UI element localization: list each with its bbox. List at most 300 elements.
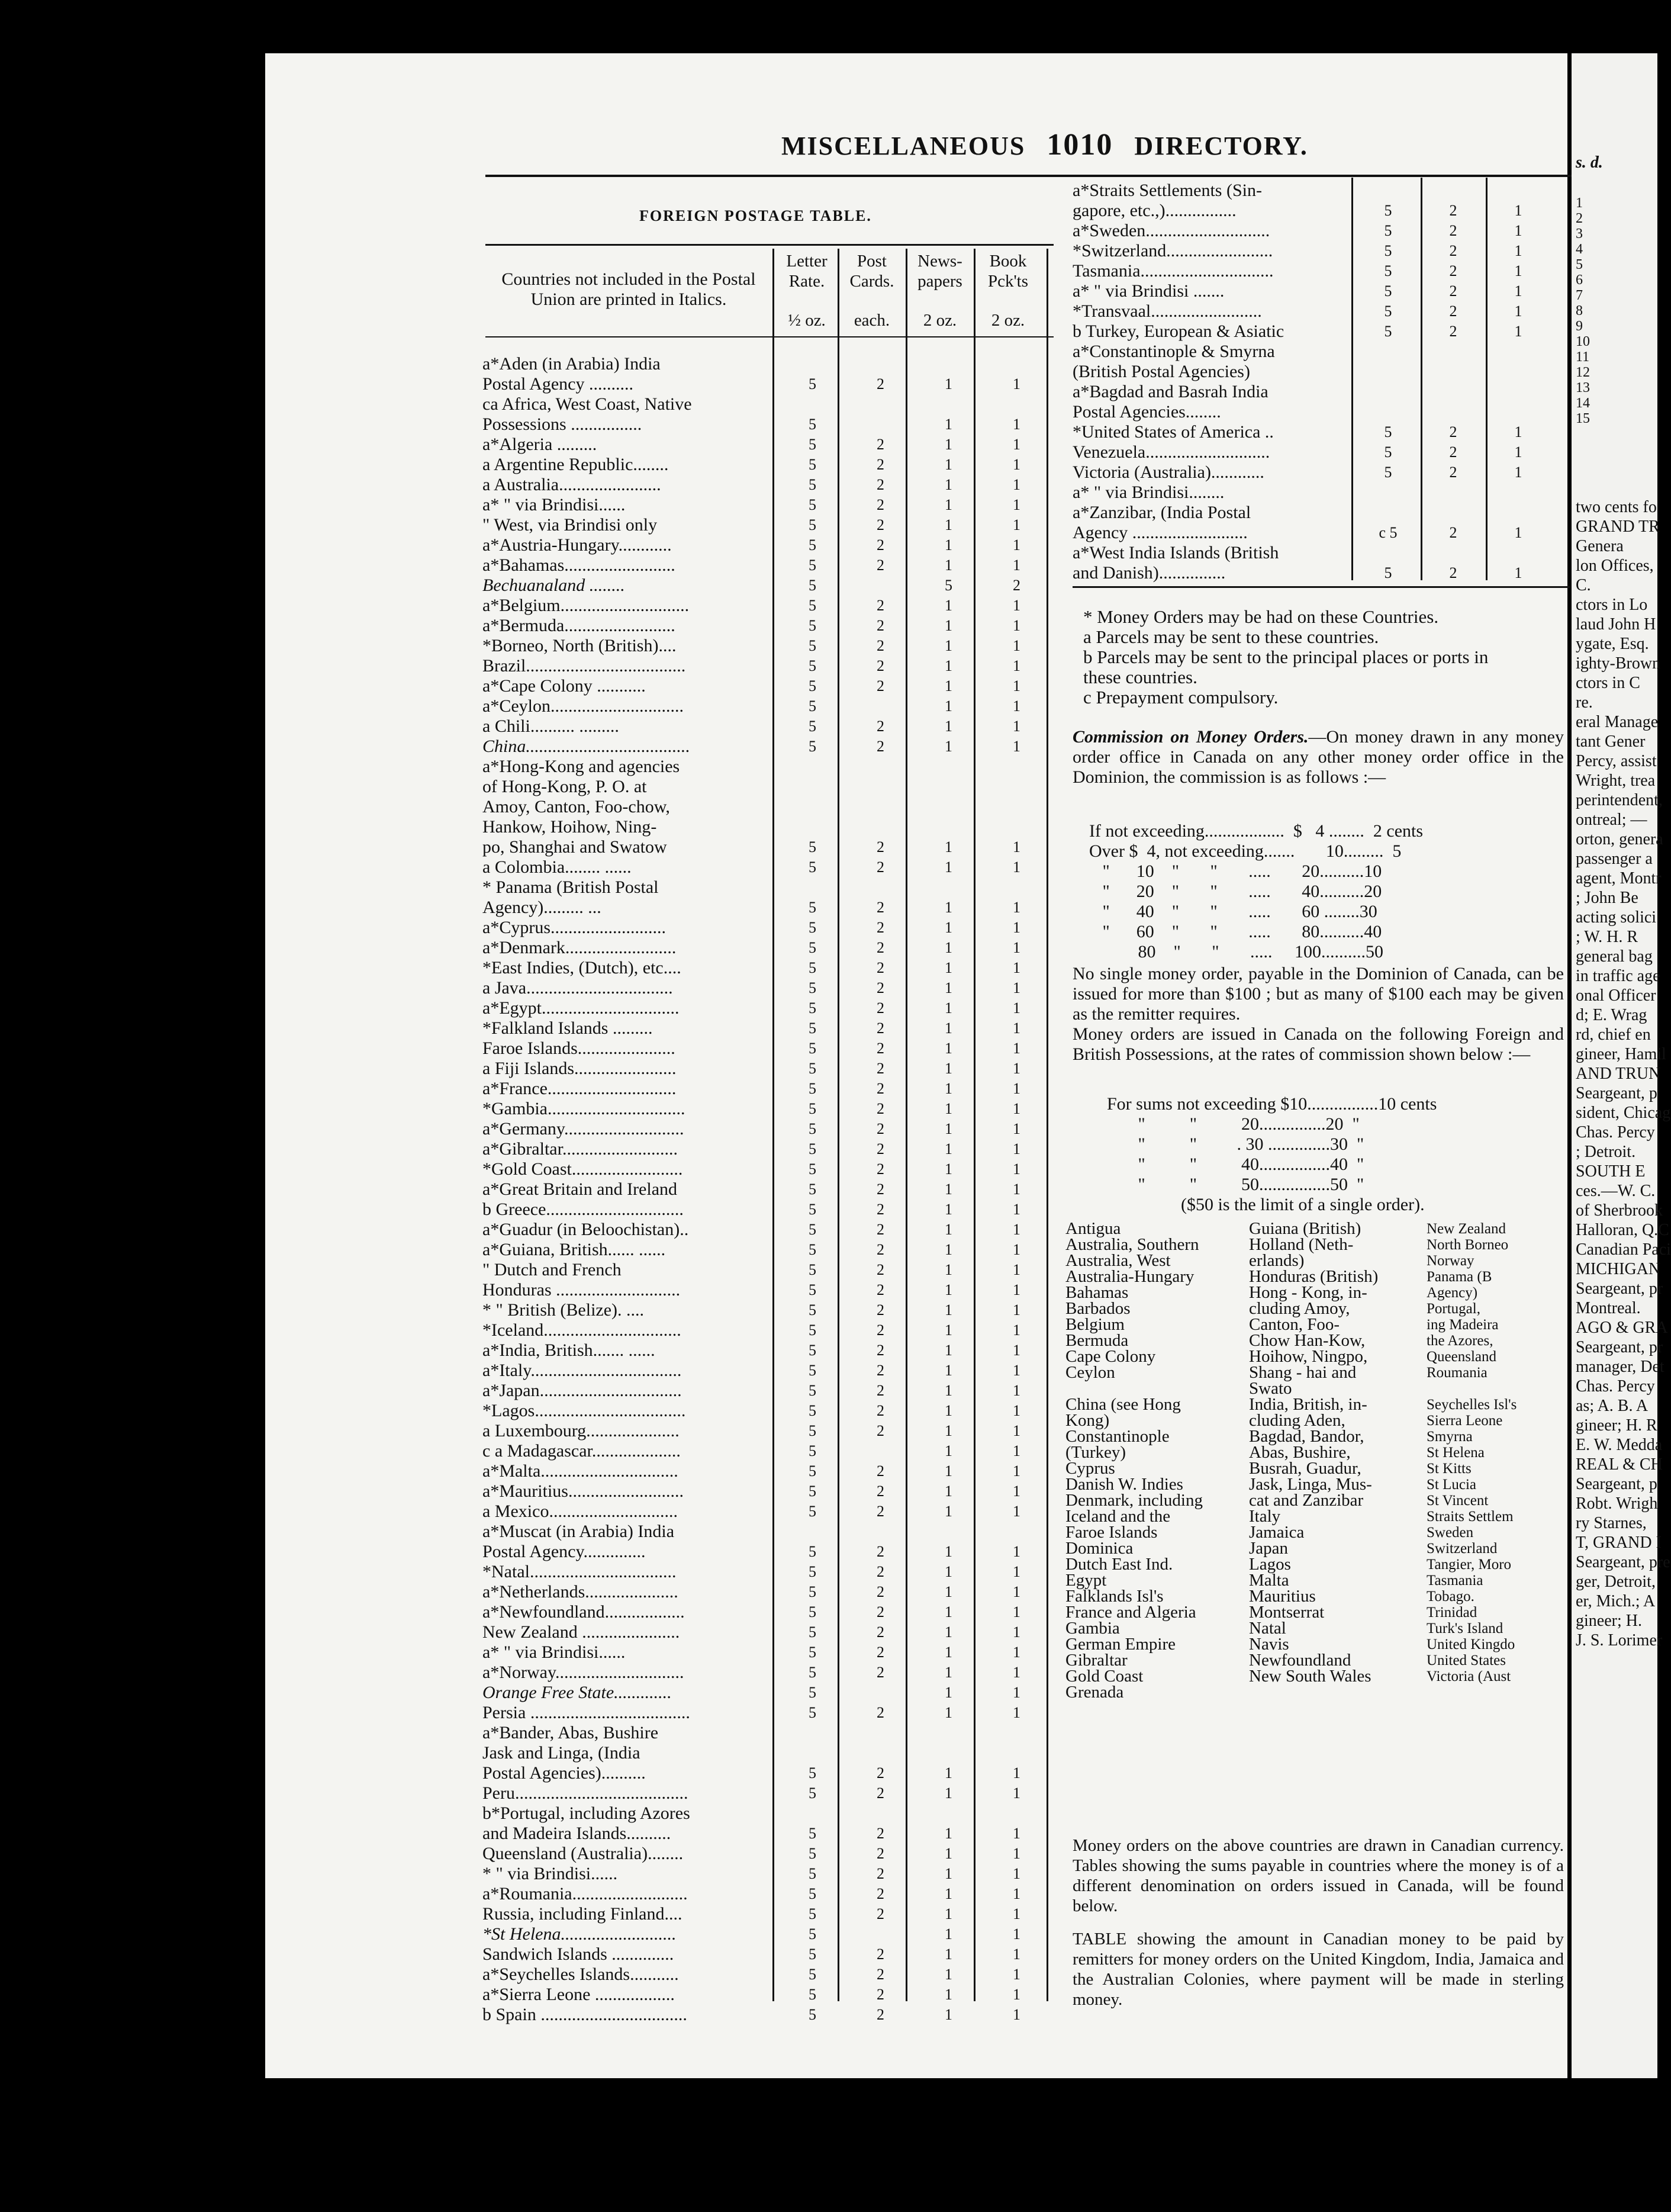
- table-row-values: [778, 1582, 1051, 1602]
- country-name: France and Algeria: [1065, 1603, 1196, 1622]
- rate-cell: 5: [809, 999, 816, 1017]
- table-row-label: Postal Agencies........: [1073, 402, 1221, 422]
- rate-line: " 40 " " ..... 60 ........30: [1089, 902, 1377, 921]
- edge-line: ighty-Brown: [1576, 654, 1661, 673]
- rate-cell: 2: [877, 1080, 884, 1097]
- rate-cell: 2: [877, 859, 884, 876]
- rate-cell: 5: [809, 536, 816, 554]
- table-row-values: [778, 374, 1051, 394]
- edge-line: REAL & CH: [1576, 1455, 1663, 1474]
- table-row-label: a*Belgium.............................: [482, 596, 690, 615]
- rate-cell: 1: [1013, 1704, 1020, 1721]
- rate-cell: [983, 877, 1051, 898]
- countries-col-3: [1427, 1221, 1517, 1700]
- rate-cell: 2: [877, 1563, 884, 1580]
- rate-cell: 5: [809, 1603, 816, 1621]
- rate-cell: 1: [1013, 617, 1020, 634]
- table-row-label: a*Gibraltar..........................: [482, 1139, 678, 1159]
- country-name: Constantinople: [1065, 1427, 1170, 1446]
- edge-line: Chas. Percy: [1576, 1123, 1655, 1142]
- edge-number: 7: [1576, 288, 1583, 303]
- table-row-values: [778, 1884, 1051, 1904]
- rate-cell: 5: [809, 1221, 816, 1238]
- rate-cell: 1: [945, 657, 952, 674]
- rate-cell: 1: [945, 496, 952, 513]
- table-row-values: [778, 757, 1051, 777]
- country-name: North Borneo: [1427, 1237, 1509, 1253]
- rate-cell: 1: [1013, 1925, 1020, 1943]
- rate-cell: 1: [1013, 979, 1020, 996]
- rate-cell: [1486, 362, 1551, 382]
- rate-cell: [1421, 382, 1486, 402]
- rate-cell: 1: [1013, 1060, 1020, 1077]
- rate-cell: 5: [1384, 303, 1392, 320]
- column-header-sub: Rate.: [788, 272, 825, 291]
- rate-cell: 1: [1013, 1503, 1020, 1520]
- table-row-label: a*Germany...........................: [482, 1119, 684, 1139]
- table-row-values: [1356, 503, 1557, 523]
- rate-cell: [778, 797, 846, 817]
- header-left: MISCELLANEOUS: [781, 131, 1026, 160]
- edge-line: of Sherbrook: [1576, 1201, 1663, 1220]
- table-row-values: [1356, 321, 1557, 342]
- right-rate-values: [1356, 181, 1557, 583]
- table-row-label: *Gambia...............................: [482, 1099, 685, 1118]
- rate-cell: [983, 1522, 1051, 1542]
- table-row-values: [778, 1803, 1051, 1824]
- rate-cell: 1: [1013, 657, 1020, 674]
- table-row-values: [778, 515, 1051, 535]
- footnote-line: b Parcels may be sent to the principal places or ports in: [1083, 647, 1489, 667]
- country-name: Jamaica: [1249, 1523, 1305, 1542]
- country-name: Busrah, Guadur,: [1249, 1459, 1361, 1478]
- rate-cell: [778, 817, 846, 837]
- rate-cell: 5: [809, 1181, 816, 1198]
- rate-cell: 1: [1514, 323, 1522, 340]
- table-row-values: [778, 414, 1051, 435]
- rate-cell: 5: [809, 1785, 816, 1802]
- edge-line: manager, Det: [1576, 1358, 1664, 1376]
- table-row-values: [1356, 281, 1557, 301]
- rate-line: " " 40................40 ": [1107, 1155, 1364, 1174]
- rate-cell: 2: [877, 959, 884, 976]
- edge-line: onal Officer: [1576, 986, 1656, 1005]
- table-row-label: a*Bagdad and Basrah India: [1073, 382, 1268, 401]
- rate-cell: 5: [809, 1966, 816, 1983]
- table-row-values: [1356, 201, 1557, 221]
- table-row-values: [1356, 362, 1557, 382]
- table-row-values: [778, 1119, 1051, 1139]
- rate-cell: [1421, 503, 1486, 523]
- edge-number: 4: [1576, 242, 1583, 257]
- table-row-label: a*Denmark.........................: [482, 938, 677, 957]
- edge-line: Seargeant, pre: [1576, 1553, 1670, 1571]
- rate-cell: 2: [877, 1201, 884, 1218]
- rate-cell: [846, 757, 915, 777]
- table-row-label: Queensland (Australia)........: [482, 1844, 684, 1863]
- table-row-label: a*Constantinople & Smyrna: [1073, 342, 1275, 361]
- column-unit: 2 oz.: [991, 311, 1025, 330]
- rate-cell: [778, 1803, 846, 1824]
- rate-cell: 5: [809, 1100, 816, 1117]
- rate-cell: [846, 1683, 915, 1703]
- country-name: St Lucia: [1427, 1477, 1477, 1493]
- edge-line: as; A. B. A: [1576, 1397, 1649, 1415]
- table-row-label: Jask and Linga, (India: [482, 1743, 640, 1763]
- rate-cell: 1: [1013, 536, 1020, 554]
- rate-cell: 5: [945, 577, 952, 594]
- table-row-values: [778, 898, 1051, 918]
- country-name: Norway: [1427, 1253, 1474, 1269]
- rate-cell: 5: [809, 1946, 816, 1963]
- rate-cell: 1: [945, 1825, 952, 1842]
- column-unit: each.: [854, 311, 890, 330]
- table-row-label: China.....................................: [482, 737, 690, 756]
- rate-cell: 1: [945, 1120, 952, 1137]
- edge-line: passenger a: [1576, 850, 1653, 868]
- table-row-values: [778, 938, 1051, 958]
- country-name: Italy: [1249, 1507, 1281, 1526]
- rate-cell: [915, 1522, 983, 1542]
- rate-values: [778, 354, 1051, 2025]
- edge-number: 8: [1576, 303, 1583, 319]
- rate-cell: [1356, 402, 1421, 422]
- country-name: Sweden: [1427, 1525, 1474, 1541]
- table-row-values: [778, 1965, 1051, 1985]
- rate-cell: 1: [945, 919, 952, 936]
- table-row-values: [778, 1783, 1051, 1803]
- table-row-values: [1356, 442, 1557, 462]
- rate-cell: 1: [945, 1402, 952, 1419]
- rate-cell: 5: [809, 416, 816, 433]
- footnotes: [1083, 607, 1488, 708]
- table-row-values: [778, 777, 1051, 797]
- table-row-label: Postal Agency ..........: [482, 374, 633, 394]
- rate-cell: 2: [877, 1020, 884, 1037]
- rate-cell: 1: [1013, 597, 1020, 614]
- table-row-values: [1356, 563, 1557, 583]
- rate-cell: 2: [877, 1261, 884, 1278]
- rate-cell: [778, 757, 846, 777]
- rate-cell: 2: [1449, 423, 1457, 441]
- rate-cell: 5: [1384, 262, 1392, 279]
- rate-cell: 1: [1514, 303, 1522, 320]
- rate-cell: [1356, 362, 1421, 382]
- table-row-values: [778, 636, 1051, 656]
- rate-cell: 2: [1449, 524, 1457, 541]
- rate-cell: 1: [945, 1342, 952, 1359]
- table-row-label: Agency ..........................: [1073, 523, 1248, 542]
- table-row-label: Amoy, Canton, Foo-chow,: [482, 797, 670, 816]
- edge-line: C.: [1576, 576, 1591, 594]
- rate-cell: 2: [1449, 323, 1457, 340]
- edge-line: ry Starnes,: [1576, 1514, 1647, 1532]
- rate-cell: 2: [877, 677, 884, 695]
- table-row-values: [778, 1763, 1051, 1783]
- table-row-label: a Colombia........ ......: [482, 857, 632, 877]
- country-name: St Kitts: [1427, 1461, 1472, 1477]
- table-row-label: a* " via Brindisi........: [1073, 483, 1225, 502]
- table-row-label: a*India, British....... ......: [482, 1340, 655, 1360]
- edge-line: ctors in C: [1576, 674, 1640, 692]
- country-name: [1427, 1684, 1517, 1700]
- rate-cell: 2: [877, 476, 884, 493]
- country-name: Australia, West: [1065, 1251, 1171, 1270]
- edge-line: GRAND TR: [1576, 517, 1660, 536]
- table-row-label: a Luxembourg.....................: [482, 1421, 680, 1441]
- rate-cell: 1: [945, 1603, 952, 1621]
- table-row-label: Russia, including Finland....: [482, 1904, 682, 1924]
- table-row-values: [1356, 342, 1557, 362]
- rate-cell: 5: [809, 476, 816, 493]
- rate-cell: 1: [945, 1160, 952, 1178]
- rate-cell: 2: [877, 496, 884, 513]
- edge-line: ; John Be: [1576, 889, 1638, 907]
- table-row-values: [778, 1502, 1051, 1522]
- rate-cell: 1: [945, 1422, 952, 1439]
- rate-cell: 2: [877, 1845, 884, 1862]
- table-row-values: [778, 535, 1051, 555]
- edge-line: Wright, trea: [1576, 771, 1656, 790]
- column-unit: ½ oz.: [788, 311, 826, 330]
- rate-cell: 2: [877, 1966, 884, 1983]
- rate-cell: 5: [809, 1483, 816, 1500]
- rate-cell: [846, 1522, 915, 1542]
- rate-cell: 5: [809, 979, 816, 996]
- rate-cell: 1: [945, 939, 952, 956]
- rate-cell: 2: [877, 1543, 884, 1560]
- table-row-values: [778, 1320, 1051, 1340]
- table-row-label: a*West India Islands (British: [1073, 543, 1279, 562]
- country-name: St Helena: [1427, 1445, 1485, 1461]
- edge-number: 12: [1576, 365, 1590, 380]
- country-name: United States: [1427, 1652, 1506, 1668]
- rate-cell: [778, 1522, 846, 1542]
- table-row-values: [778, 1079, 1051, 1099]
- country-name: Malta: [1249, 1571, 1289, 1590]
- table-row-values: [1356, 181, 1557, 201]
- table-row-label: *Natal.................................: [482, 1562, 677, 1581]
- rate-cell: 5: [809, 677, 816, 695]
- country-name: cluding Aden,: [1249, 1411, 1345, 1430]
- table-row-label: a*Sweden............................: [1073, 221, 1270, 240]
- header-right: DIRECTORY.: [1134, 131, 1308, 160]
- country-name: Lagos: [1249, 1555, 1291, 1574]
- table-row-label: a*Bander, Abas, Bushire: [482, 1723, 659, 1742]
- table-row-values: [1356, 422, 1557, 442]
- rate-cell: 1: [1013, 1603, 1020, 1621]
- rate-cell: 5: [809, 657, 816, 674]
- rate-cell: [846, 1924, 915, 1944]
- rate-cell: 1: [945, 1060, 952, 1077]
- rate-cell: 5: [809, 1986, 816, 2003]
- rate-cell: 2: [877, 1986, 884, 2003]
- country-name: Danish W. Indies: [1065, 1475, 1183, 1494]
- country-name: Cyprus: [1065, 1459, 1115, 1478]
- rate-cell: 5: [809, 1905, 816, 1922]
- edge-line: eral Manage: [1576, 713, 1659, 731]
- country-name: Navis: [1249, 1635, 1289, 1654]
- country-name: Tangier, Moro: [1427, 1557, 1512, 1573]
- edge-line: Seargeant, p: [1576, 1475, 1657, 1493]
- rate-cell: [778, 354, 846, 374]
- country-name: Bermuda: [1065, 1331, 1129, 1350]
- edge-number: 5: [1576, 257, 1583, 272]
- edge-number: 2: [1576, 211, 1583, 226]
- table-row-label: *United States of America ..: [1073, 422, 1274, 442]
- table-row-values: [1356, 301, 1557, 321]
- rate-cell: 2: [877, 1785, 884, 1802]
- rate-cell: 1: [945, 1785, 952, 1802]
- rate-cell: 5: [809, 375, 816, 393]
- edge-line: ctors in Lo: [1576, 596, 1648, 614]
- rate-cell: 2: [1449, 303, 1457, 320]
- rate-cell: 1: [1514, 222, 1522, 239]
- edge-line: AND TRUN: [1576, 1065, 1661, 1083]
- edge-line: ontreal; —: [1576, 811, 1647, 829]
- rate-cell: 1: [1013, 697, 1020, 715]
- table-row-values: [778, 1401, 1051, 1421]
- rate-cell: 1: [1013, 1241, 1020, 1258]
- rate-cell: 5: [1384, 443, 1392, 461]
- rate-cell: 2: [1013, 577, 1020, 594]
- rate-cell: 1: [1013, 1946, 1020, 1963]
- rate-cell: 2: [877, 1322, 884, 1339]
- rate-cell: 2: [877, 1362, 884, 1379]
- edge-line: J. S. Lorimer: [1576, 1631, 1663, 1650]
- country-name: Guiana (British): [1249, 1219, 1361, 1238]
- table-row-values: [778, 656, 1051, 676]
- rate-cell: 1: [945, 1644, 952, 1661]
- rate-cell: 2: [877, 557, 884, 574]
- table-row-values: [778, 475, 1051, 495]
- rate-cell: 2: [877, 1764, 884, 1782]
- rate-cell: 1: [945, 617, 952, 634]
- rate-cell: 1: [945, 1201, 952, 1218]
- rate-cell: 1: [1013, 1966, 1020, 1983]
- rate-cell: 1: [1514, 464, 1522, 481]
- table-top-rule: [485, 244, 1054, 246]
- rate-cell: 2: [877, 1140, 884, 1158]
- country-name: Ceylon: [1065, 1363, 1115, 1382]
- rate-cell: 1: [945, 1966, 952, 1983]
- table-row-label: * Panama (British Postal: [482, 877, 659, 897]
- rate-cell: 5: [1384, 323, 1392, 340]
- rate-cell: [915, 1723, 983, 1743]
- rate-cell: [915, 1743, 983, 1763]
- table-row-values: [778, 978, 1051, 998]
- rate-cell: [1421, 543, 1486, 563]
- rate-cell: [983, 1723, 1051, 1743]
- country-name: Falklands Isl's: [1065, 1587, 1164, 1606]
- rate-line: " 10 " " ..... 20..........10: [1089, 861, 1382, 881]
- country-name: China (see Hong: [1065, 1395, 1181, 1414]
- rate-cell: 2: [877, 1060, 884, 1077]
- rate-cell: 2: [877, 979, 884, 996]
- rate-cell: 2: [877, 999, 884, 1017]
- rate-cell: 5: [809, 1120, 816, 1137]
- rate-cell: [778, 394, 846, 414]
- table-row-values: [778, 737, 1051, 757]
- rate-cell: 1: [1013, 1845, 1020, 1862]
- country-name: Dominica: [1065, 1539, 1134, 1558]
- table-row-label: a*Cyprus..........................: [482, 918, 666, 937]
- rate-cell: 1: [1013, 1040, 1020, 1057]
- country-name: Grenada: [1065, 1683, 1124, 1702]
- rate-cell: 1: [945, 1442, 952, 1459]
- rate-cell: 2: [877, 919, 884, 936]
- edge-number: 14: [1576, 396, 1590, 411]
- table-title: FOREIGN POSTAGE TABLE.: [639, 207, 872, 224]
- country-name: Antigua: [1065, 1219, 1121, 1238]
- rate-cell: 1: [1013, 1362, 1020, 1379]
- rate-cell: 5: [809, 697, 816, 715]
- edge-line: in traffic age: [1576, 967, 1660, 985]
- rate-cell: 1: [1013, 919, 1020, 936]
- rate-cell: 1: [945, 516, 952, 533]
- rate-cell: 1: [1514, 524, 1522, 541]
- country-name: Honduras (British): [1249, 1267, 1379, 1286]
- table-head-rule: [485, 336, 1054, 337]
- table-row-label: a*Roumania..........................: [482, 1884, 688, 1904]
- edge-line: Seargeant, p: [1576, 1084, 1657, 1102]
- table-row-label: Bechuanaland ........: [482, 575, 625, 595]
- table-row-values: [778, 1260, 1051, 1280]
- country-name: Australia, Southern: [1065, 1235, 1199, 1254]
- rate-cell: 1: [945, 697, 952, 715]
- table-row-values: [1356, 221, 1557, 241]
- rate-cell: 1: [945, 1241, 952, 1258]
- rate-cell: 2: [877, 1221, 884, 1238]
- table-row-label: " Dutch and French: [482, 1260, 622, 1279]
- table-row-values: [778, 616, 1051, 636]
- table-row-values: [1356, 523, 1557, 543]
- footnote-line: * Money Orders may be had on these Countries.: [1083, 606, 1439, 627]
- rate-cell: 5: [1384, 564, 1392, 581]
- rate-cell: 1: [1013, 1322, 1020, 1339]
- table-row-label: Agency)......... ...: [482, 898, 601, 917]
- table-row-label: a*Seychelles Islands...........: [482, 1965, 679, 1984]
- rate-cell: 5: [809, 1563, 816, 1580]
- table-row-label: a Mexico.............................: [482, 1502, 678, 1521]
- rate-cell: 5: [809, 1825, 816, 1842]
- rate-cell: 2: [1449, 222, 1457, 239]
- table-row-label: *East Indies, (Dutch), etc....: [482, 958, 681, 978]
- country-name: Kong): [1065, 1411, 1110, 1430]
- rate-cell: 1: [1013, 1422, 1020, 1439]
- countries-col-1: [1065, 1221, 1203, 1700]
- table-row-label: *Iceland...............................: [482, 1320, 681, 1340]
- edge-text: [1576, 497, 1671, 1650]
- rate-cell: 1: [945, 2006, 952, 2023]
- rate-cell: [983, 1803, 1051, 1824]
- rate-cell: 1: [1013, 1583, 1020, 1600]
- edge-line: ygate, Esq.: [1576, 635, 1649, 653]
- table-row-values: [778, 1039, 1051, 1059]
- table-row-label: a*Mauritius..........................: [482, 1481, 684, 1501]
- country-name: Denmark, including: [1065, 1491, 1203, 1510]
- rate-cell: 1: [945, 1462, 952, 1480]
- edge-line: Seargeant, pr: [1576, 1279, 1663, 1298]
- rate-cell: 1: [945, 1020, 952, 1037]
- country-name: Swato: [1249, 1379, 1292, 1398]
- rate-cell: 1: [1013, 2006, 1020, 2023]
- table-row-label: *Transvaal.........................: [1073, 301, 1262, 321]
- rate-cell: 1: [1514, 423, 1522, 441]
- rate-cell: 1: [1514, 564, 1522, 581]
- rate-cell: 2: [877, 456, 884, 473]
- commission-rates: [1089, 821, 1423, 962]
